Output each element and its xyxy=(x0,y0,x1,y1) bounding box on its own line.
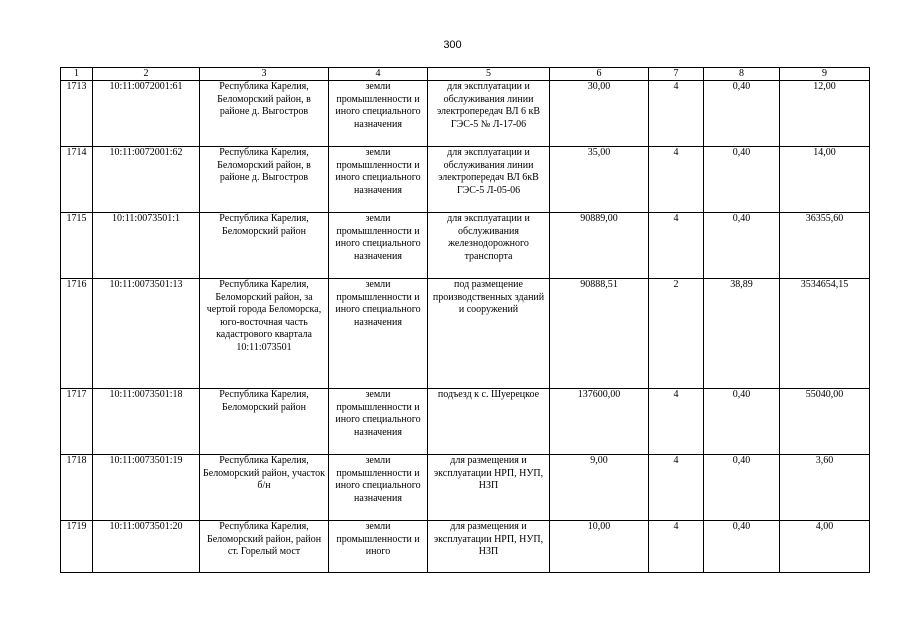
rate: 0,40 xyxy=(704,389,780,455)
row-number: 1714 xyxy=(61,147,93,213)
area: 90888,51 xyxy=(550,279,649,389)
column-header: 7 xyxy=(649,68,704,81)
land-plots-table xyxy=(60,67,870,573)
location: Республика Карелия, Беломорский район, участок б/н xyxy=(200,455,329,521)
column-header: 6 xyxy=(550,68,649,81)
cadastral-number: 10:11:0073501:19 xyxy=(93,455,200,521)
column-7-value: 4 xyxy=(649,455,704,521)
column-7-value: 4 xyxy=(649,147,704,213)
area: 137600,00 xyxy=(550,389,649,455)
table-row xyxy=(61,279,870,389)
row-number: 1713 xyxy=(61,81,93,147)
column-header: 3 xyxy=(200,68,329,81)
column-7-value: 4 xyxy=(649,389,704,455)
permitted-use: для эксплуатации и обслуживания линии электропередач ВЛ 6 кВ ГЭС-5 № Л-17-06 xyxy=(428,81,550,147)
land-category: земли промышленности и иного специального назначения xyxy=(329,213,428,279)
row-number: 1716 xyxy=(61,279,93,389)
row-number: 1717 xyxy=(61,389,93,455)
sum: 3,60 xyxy=(780,455,870,521)
column-header: 5 xyxy=(428,68,550,81)
permitted-use: для размещения и эксплуатации НРП, НУП, НЗП xyxy=(428,455,550,521)
rate: 0,40 xyxy=(704,213,780,279)
location: Республика Карелия, Беломорский район, в районе д. Выгостров xyxy=(200,81,329,147)
rate: 38,89 xyxy=(704,279,780,389)
row-number: 1719 xyxy=(61,521,93,573)
cadastral-number: 10:11:0073501:1 xyxy=(93,213,200,279)
sum: 14,00 xyxy=(780,147,870,213)
land-category: земли промышленности и иного специального назначения xyxy=(329,279,428,389)
permitted-use: для эксплуатации и обслуживания линии электропередач ВЛ 6кВ ГЭС-5 Л-05-06 xyxy=(428,147,550,213)
column-7-value: 2 xyxy=(649,279,704,389)
row-number: 1718 xyxy=(61,455,93,521)
table-row xyxy=(61,213,870,279)
land-category: земли промышленности и иного специального назначения xyxy=(329,455,428,521)
table-row xyxy=(61,521,870,573)
permitted-use: для размещения и эксплуатации НРП, НУП, НЗП xyxy=(428,521,550,573)
table-row xyxy=(61,389,870,455)
land-category: земли промышленности и иного xyxy=(329,521,428,573)
location: Республика Карелия, Беломорский район, район ст. Горелый мост xyxy=(200,521,329,573)
column-header: 2 xyxy=(93,68,200,81)
cadastral-number: 10:11:0073501:20 xyxy=(93,521,200,573)
column-header: 4 xyxy=(329,68,428,81)
sum: 12,00 xyxy=(780,81,870,147)
area: 35,00 xyxy=(550,147,649,213)
column-header: 8 xyxy=(704,68,780,81)
column-header: 9 xyxy=(780,68,870,81)
column-7-value: 4 xyxy=(649,213,704,279)
area: 10,00 xyxy=(550,521,649,573)
rate: 0,40 xyxy=(704,521,780,573)
page-number: 300 xyxy=(443,39,462,51)
cadastral-number: 10:11:0073501:13 xyxy=(93,279,200,389)
area: 90889,00 xyxy=(550,213,649,279)
land-category: земли промышленности и иного специального назначения xyxy=(329,389,428,455)
rate: 0,40 xyxy=(704,455,780,521)
column-7-value: 4 xyxy=(649,81,704,147)
area: 9,00 xyxy=(550,455,649,521)
sum: 55040,00 xyxy=(780,389,870,455)
land-category: земли промышленности и иного специального назначения xyxy=(329,147,428,213)
area: 30,00 xyxy=(550,81,649,147)
table-row xyxy=(61,147,870,213)
row-number: 1715 xyxy=(61,213,93,279)
cadastral-number: 10:11:0073501:18 xyxy=(93,389,200,455)
rate: 0,40 xyxy=(704,147,780,213)
permitted-use: для эксплуатации и обслуживания железнодорожного транспорта xyxy=(428,213,550,279)
land-category: земли промышленности и иного специального назначения xyxy=(329,81,428,147)
column-header: 1 xyxy=(61,68,93,81)
cadastral-number: 10:11:0072001:62 xyxy=(93,147,200,213)
location: Республика Карелия, Беломорский район, в районе д. Выгостров xyxy=(200,147,329,213)
table-row xyxy=(61,455,870,521)
table-header-row xyxy=(61,68,870,81)
cadastral-number: 10:11:0072001:61 xyxy=(93,81,200,147)
permitted-use: под размещение производственных зданий и сооружений xyxy=(428,279,550,389)
sum: 4,00 xyxy=(780,521,870,573)
table-row xyxy=(61,81,870,147)
location: Республика Карелия, Беломорский район, за чертой города Беломорска, юго-восточная часть кадастрового квартала 10:11:073501 xyxy=(200,279,329,389)
location: Республика Карелия, Беломорский район xyxy=(200,389,329,455)
column-7-value: 4 xyxy=(649,521,704,573)
sum: 3534654,15 xyxy=(780,279,870,389)
sum: 36355,60 xyxy=(780,213,870,279)
rate: 0,40 xyxy=(704,81,780,147)
location: Республика Карелия, Беломорский район xyxy=(200,213,329,279)
permitted-use: подъезд к с. Шуерецкое xyxy=(428,389,550,455)
